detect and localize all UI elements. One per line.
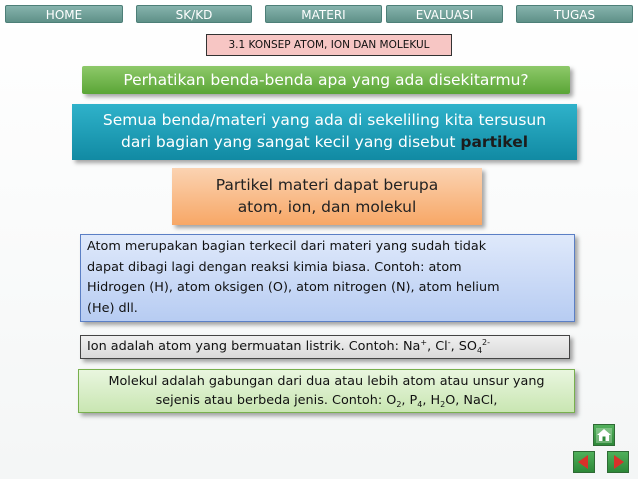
molecule-line-1: Molekul adalah gabungan dari dua atau lebih atom atau unsur yang (108, 374, 545, 389)
so4-subscript: 4 (476, 346, 483, 355)
ion-text: Ion adalah atom yang bermuatan listrik. Contoh: Na (87, 339, 421, 354)
atom-line-1: Atom merupakan bagian terkecil dari materi yang sudah tidak (87, 239, 487, 254)
o2-subscript: 2 (396, 400, 402, 409)
molecule-rest: O, NaCl, (445, 393, 498, 408)
intro-banner (72, 104, 577, 160)
nav-skkd-button[interactable]: SK/KD (136, 5, 252, 23)
molecule-definition-panel (78, 369, 575, 413)
nav-home-button[interactable]: HOME (5, 5, 123, 23)
nav-evaluasi-button[interactable]: EVALUASI (386, 5, 503, 23)
particles-line-1: Partikel materi dapat berupa (215, 176, 439, 194)
home-icon (594, 425, 614, 445)
next-slide-button[interactable] (607, 451, 629, 473)
slide-title: 3.1 KONSEP ATOM, ION DAN MOLEKUL (206, 34, 452, 56)
intro-line-1: Semua benda/materi yang ada di sekeliling kita tersusun (102, 111, 547, 129)
intro-line-2-text: dari bagian yang sangat kecil yang disebut (120, 133, 461, 151)
cl-charge: - (447, 338, 451, 347)
ion-sep-1: , Cl (427, 339, 448, 354)
atom-line-2: dapat dibagi lagi dengan reaksi kimia biasa. Contoh: atom (87, 259, 462, 275)
atom-definition-panel (80, 234, 575, 322)
h2o-subscript: 2 (440, 400, 446, 409)
atom-line-4: (He) dll. (87, 300, 138, 316)
top-navigation-bar (0, 0, 638, 28)
intro-line-2 (72, 131, 577, 153)
prompt-banner (82, 66, 570, 94)
na-charge: + (420, 338, 428, 347)
ion-definition-panel (80, 335, 570, 359)
molecule-sep-2: , H (422, 393, 441, 408)
arrow-left-icon (574, 452, 594, 472)
particles-line-2: atom, ion, dan molekul (237, 198, 417, 216)
p4-subscript: 4 (417, 400, 423, 409)
ion-sep-2: , SO (450, 339, 477, 354)
home-button[interactable] (593, 424, 615, 446)
keyword-partikel: partikel (460, 133, 529, 151)
molecule-line-2 (79, 391, 574, 410)
atom-line-3: Hidrogen (H), atom oksigen (O), atom nitrogen (N), atom helium (87, 280, 500, 295)
molecule-line-2-text: sejenis atau berbeda jenis. Contoh: O (155, 393, 397, 408)
nav-materi-button[interactable]: MATERI (265, 5, 382, 23)
molecule-sep-1: , P (401, 393, 418, 408)
particles-banner (172, 168, 482, 225)
so4-charge: 2- (482, 338, 491, 347)
arrow-right-icon (608, 452, 628, 472)
nav-tugas-button[interactable]: TUGAS (516, 5, 633, 23)
previous-slide-button[interactable] (573, 451, 595, 473)
prompt-text: Perhatikan benda-benda apa yang ada disekitarmu? (123, 71, 529, 89)
